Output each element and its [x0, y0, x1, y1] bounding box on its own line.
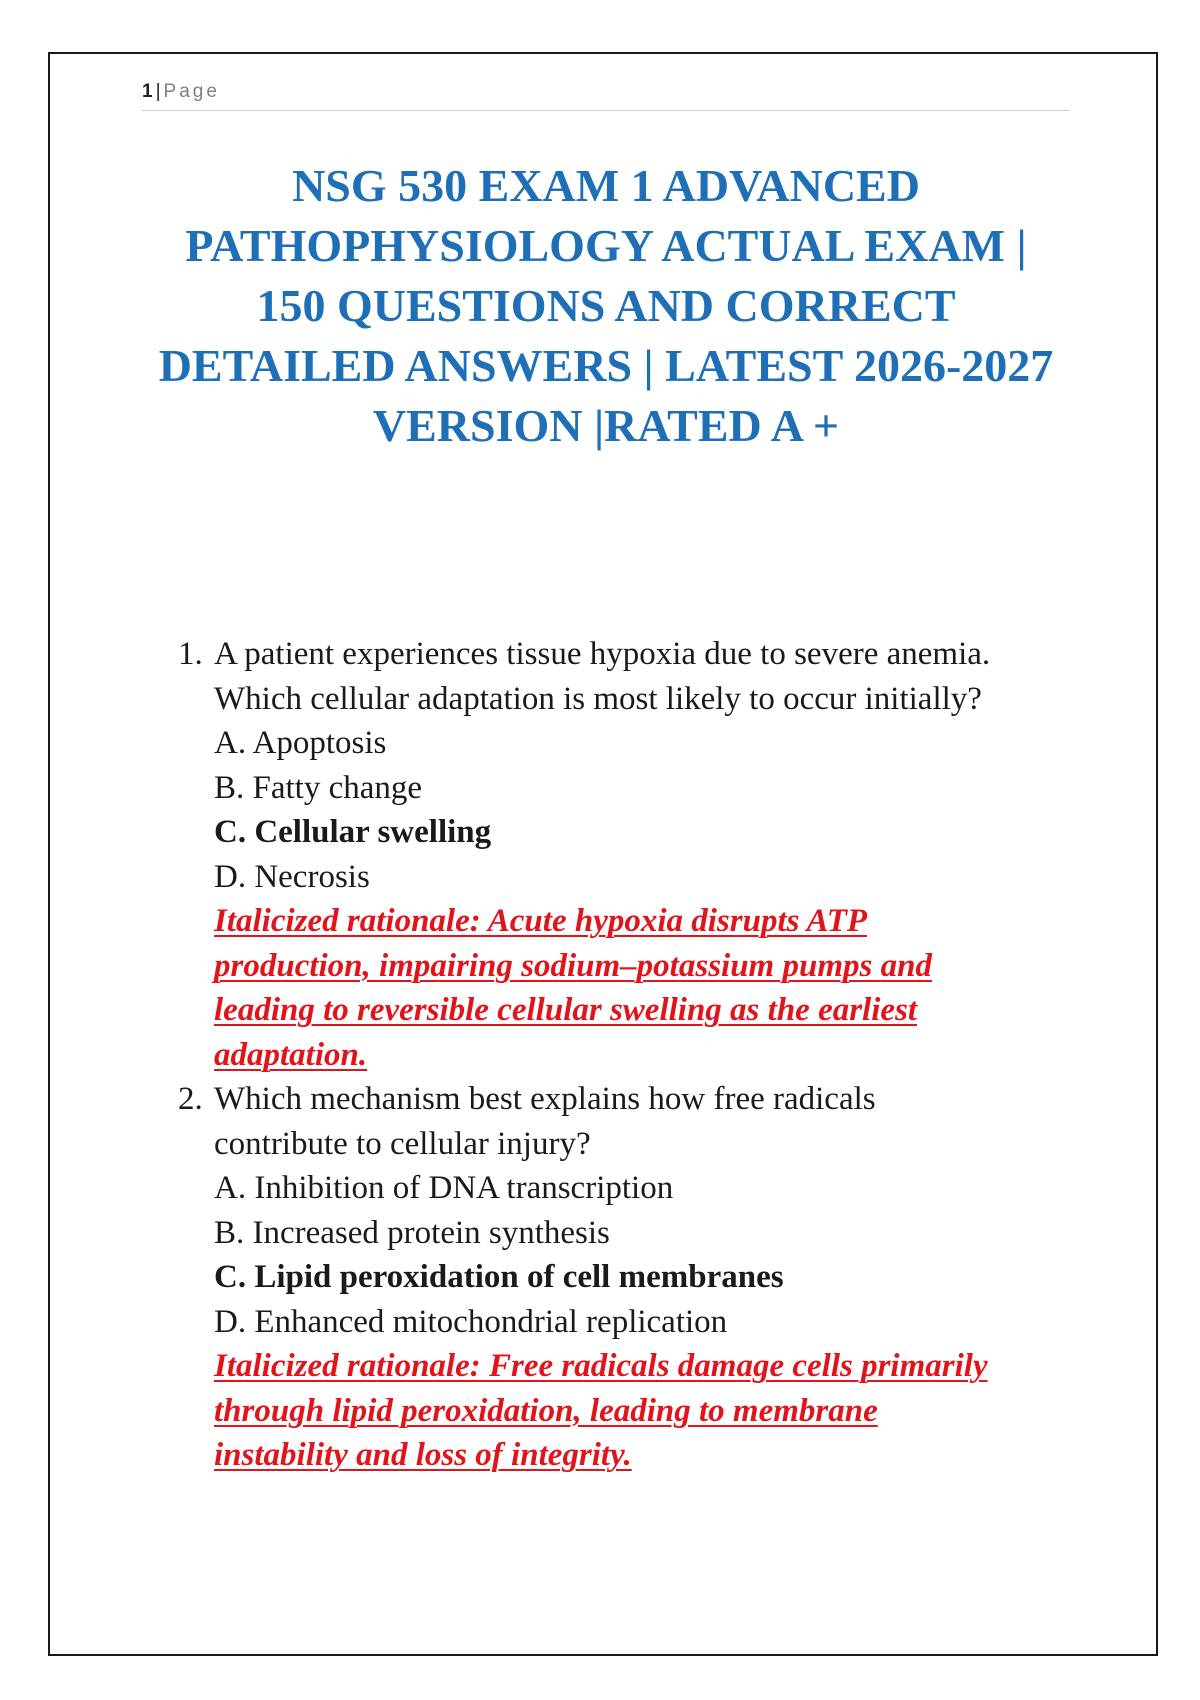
page-header: [142, 80, 1070, 111]
page-number: 1: [142, 81, 153, 102]
correct-answer-option-c: C. Cellular swelling: [214, 814, 492, 850]
question-number: 1.: [178, 636, 203, 672]
answer-option-b: B. Fatty change: [214, 769, 423, 806]
title-line: NSG 530 EXAM 1 ADVANCED: [292, 160, 920, 211]
rationale-line: production, impairing sodium–potassium pumps and: [214, 947, 932, 984]
question-stem-line: A patient experiences tissue hypoxia due to severe anemia.: [214, 636, 991, 672]
question-list: [170, 632, 1070, 1478]
question-number: 2.: [178, 1081, 203, 1117]
answer-option-d: D. Necrosis: [214, 858, 370, 895]
answer-option-b: B. Increased protein synthesis: [214, 1214, 610, 1251]
question-item-1: [170, 632, 1070, 1077]
page-separator: |: [155, 81, 161, 102]
title-line: VERSION |RATED A +: [372, 400, 840, 451]
title-line: 150 QUESTIONS AND CORRECT: [256, 280, 956, 331]
answer-option-a: A. Apoptosis: [214, 725, 387, 761]
question-stem-line: Which cellular adaptation is most likely to occur initially?: [214, 680, 982, 717]
title-line: PATHOPHYSIOLOGY ACTUAL EXAM |: [185, 220, 1027, 271]
rationale-line: Italicized rationale: Acute hypoxia disrupts ATP: [214, 903, 868, 939]
rationale-line: Italicized rationale: Free radicals damage cells primarily: [214, 1348, 988, 1384]
rationale-line: instability and loss of integrity.: [214, 1437, 632, 1473]
rationale-line: through lipid peroxidation, leading to membrane: [214, 1392, 878, 1429]
rationale-line: adaptation.: [214, 1036, 368, 1073]
question-stem-line: Which mechanism best explains how free radicals: [214, 1081, 876, 1117]
page-label: Page: [163, 81, 220, 102]
title-line: DETAILED ANSWERS | LATEST 2026-2027: [158, 340, 1054, 391]
rationale-line: leading to reversible cellular swelling as the earliest: [214, 992, 918, 1028]
correct-answer-option-c: C. Lipid peroxidation of cell membranes: [214, 1259, 784, 1295]
answer-option-d: D. Enhanced mitochondrial replication: [214, 1303, 728, 1340]
document-title: [120, 156, 1092, 456]
answer-option-a: A. Inhibition of DNA transcription: [214, 1170, 674, 1206]
question-item-2: [170, 1077, 1070, 1478]
question-stem-line: contribute to cellular injury?: [214, 1125, 591, 1162]
